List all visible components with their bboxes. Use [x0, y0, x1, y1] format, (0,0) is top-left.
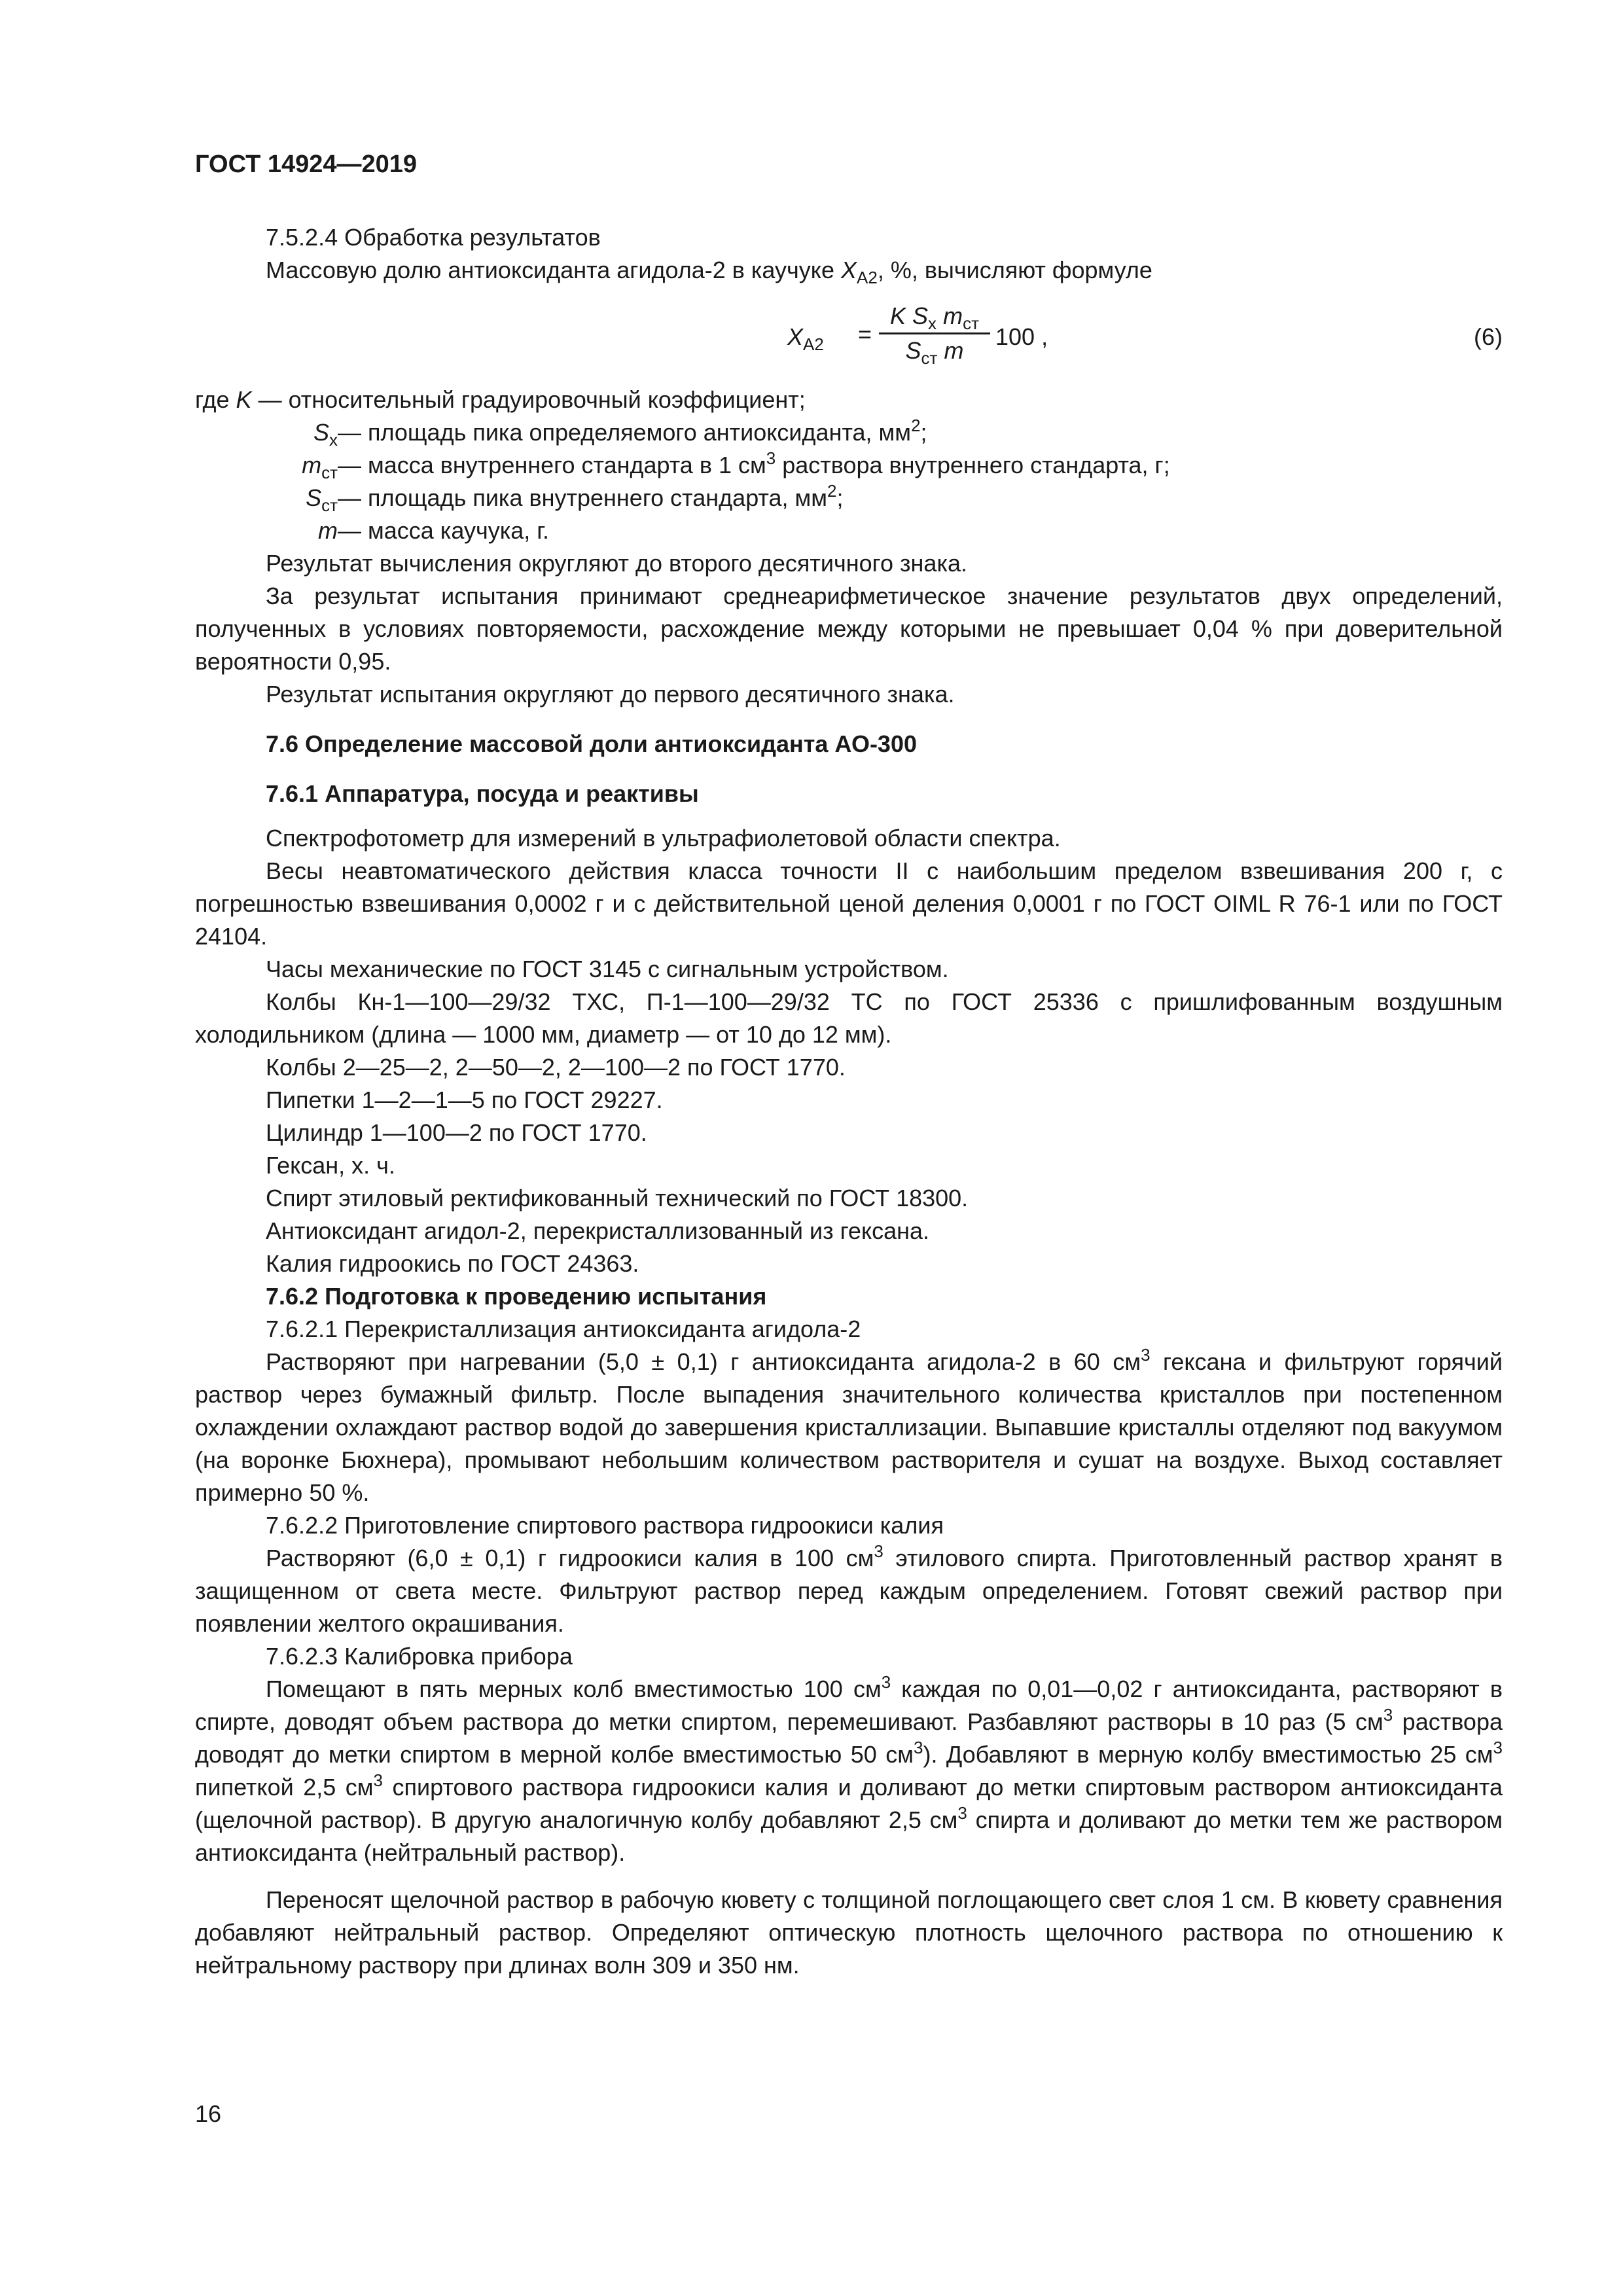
formula-number: (6) [1474, 323, 1503, 350]
where-Sst: $S_{ст}$ — площадь пика внутреннего стандарта, $мм^2$; [306, 481, 844, 515]
formula-block [195, 287, 1503, 384]
formula-denominator: $S_{ст}$ m [905, 337, 964, 368]
subsection-title-7622: 7.6.2.2 Приготовление спиртового раствора гидроокиси калия [266, 1512, 944, 1539]
list-item: Колбы Кн-1—100—29/32 ТХС, П-1—100—29/32 ТС по ГОСТ 25336 с пришлифованным воздушным холодильником (длина — 1000 мм, диаметр — от 10 до 12 мм). [195, 988, 1503, 1048]
formula-fraction [879, 301, 990, 366]
list-item: Калия гидроокись по ГОСТ 24363. [266, 1250, 639, 1277]
paragraph: Растворяют (6,0 ± 0,1) г гидроокиси калия в 100 $см^3$ этилового спирта. Приготовленный раствор хранят в защищенном от света месте. Фильтруют раствор перед каждым определением. Готовят свежий раствор при появлении желтого окрашивания. [195, 1541, 1503, 1637]
section-heading-76: 7.6 Определение массовой доли антиоксиданта АО-300 [266, 730, 917, 757]
paragraph: Переносят щелочной раствор в рабочую кювету с толщиной поглощающего свет слоя 1 см. В кювету сравнения добавляют нейтральный раствор. Определяют оптическую плотность щелочного раствора по отношению к нейтральному раствору при длинах волн 309 и 350 нм. [195, 1886, 1503, 1979]
list-item: Часы механические по ГОСТ 3145 с сигнальным устройством. [266, 956, 949, 982]
section-heading-761: 7.6.1 Аппаратура, посуда и реактивы [266, 780, 699, 807]
list-item: Пипетки 1—2—1—5 по ГОСТ 29227. [266, 1086, 663, 1113]
list-item: Весы неавтоматического действия класса точности II с наибольшим пределом взвешивания 200 г, с погрешностью взвешивания 0,0002 г и с действительной ценой деления 0,0001 г по ГОСТ OIML R 76-1 или по ГОСТ 24104. [195, 857, 1503, 950]
section-title-7524: 7.5.2.4 Обработка результатов [266, 224, 601, 251]
paragraph: Помещают в пять мерных колб вместимостью 100 $см^3$ каждая по 0,01—0,02 г антиоксиданта, растворяют в спирте, доводят объем раствора до метки спиртом, перемешивают. Разбавляют растворы в 10 раз (5 $см^3$ раствора доводят до метки спиртом в мерной колбе вместимостью 50 $см^3$). Добавляют в мерную колбу вместимостью 25 $см^3$ пипеткой 2,5 $см^3$ спиртового раствора гидроокиси калия и доливают до метки спиртовым раствором антиоксиданта (щелочной раствор). В другую аналогичную колбу добавляют 2,5 $см^3$ спирта и доливают до метки тем же раствором антиоксиданта (нейтральный раствор). [195, 1672, 1503, 1866]
list-item: Гексан, х. ч. [266, 1152, 395, 1179]
formula-intro: Массовую долю антиоксиданта агидола-2 в каучуке $X_{A2}$, %, вычисляют формуле [266, 257, 1152, 287]
paragraph: Результат испытания округляют до первого десятичного знака. [266, 681, 955, 708]
subsection-title-7621: 7.6.2.1 Перекристаллизация антиоксиданта агидола-2 [266, 1316, 861, 1342]
section-heading-762: 7.6.2 Подготовка к проведению испытания [266, 1283, 767, 1310]
where-Sx: $S_x$ — площадь пика определяемого антиоксиданта, $мм^2$; [313, 416, 927, 450]
subsection-title-7623: 7.6.2.3 Калибровка прибора [266, 1643, 573, 1670]
list-item: Цилиндр 1—100—2 по ГОСТ 1770. [266, 1119, 647, 1146]
document-header: ГОСТ 14924—2019 [195, 151, 418, 178]
where-K: где K — относительный градуировочный коэффициент; [195, 386, 806, 413]
list-item: Антиоксидант агидол-2, перекристаллизованный из гексана. [266, 1217, 930, 1244]
document-body [195, 221, 1503, 1982]
formula-lhs: $X_{A2}$ [787, 323, 824, 354]
formula-equals: = [858, 321, 872, 348]
list-item: Спектрофотометр для измерений в ультрафиолетовой области спектра. [266, 825, 1061, 852]
paragraph: Растворяют при нагревании (5,0 ± 0,1) г антиоксиданта агидола-2 в 60 $см^3$ гексана и фильтруют горячий раствор через бумажный фильтр. После выпадения значительного количества кристаллов при постепенном охлаждении охлаждают раствор водой до завершения кристаллизации. Выпавшие кристаллы отделяют под вакуумом (на воронке Бюхнера), промывают небольшим количеством растворителя и сушат на воздухе. Выход составляет примерно 50 %. [195, 1345, 1503, 1506]
formula-numerator: K $S_x$ $m_{ст}$ [890, 302, 979, 333]
page-number: 16 [195, 2100, 222, 2127]
paragraph: За результат испытания принимают среднеарифметическое значение результатов двух определений, полученных в условиях повторяемости, расхождение между которыми не превышает 0,04 % при доверительной вероятности 0,95. [195, 583, 1503, 675]
list-item: Спирт этиловый ректификованный технический по ГОСТ 18300. [266, 1185, 969, 1211]
list-item: Колбы 2—25—2, 2—50—2, 2—100—2 по ГОСТ 1770. [266, 1054, 846, 1081]
where-m: m — масса каучука, г. [318, 517, 550, 544]
where-mst: $m_{ст}$ — масса внутреннего стандарта в 1 $см^3$ раствора внутреннего стандарта, г; [302, 448, 1170, 482]
formula-multiplier: 100 , [995, 323, 1048, 350]
paragraph: Результат вычисления округляют до второго десятичного знака. [266, 550, 968, 577]
